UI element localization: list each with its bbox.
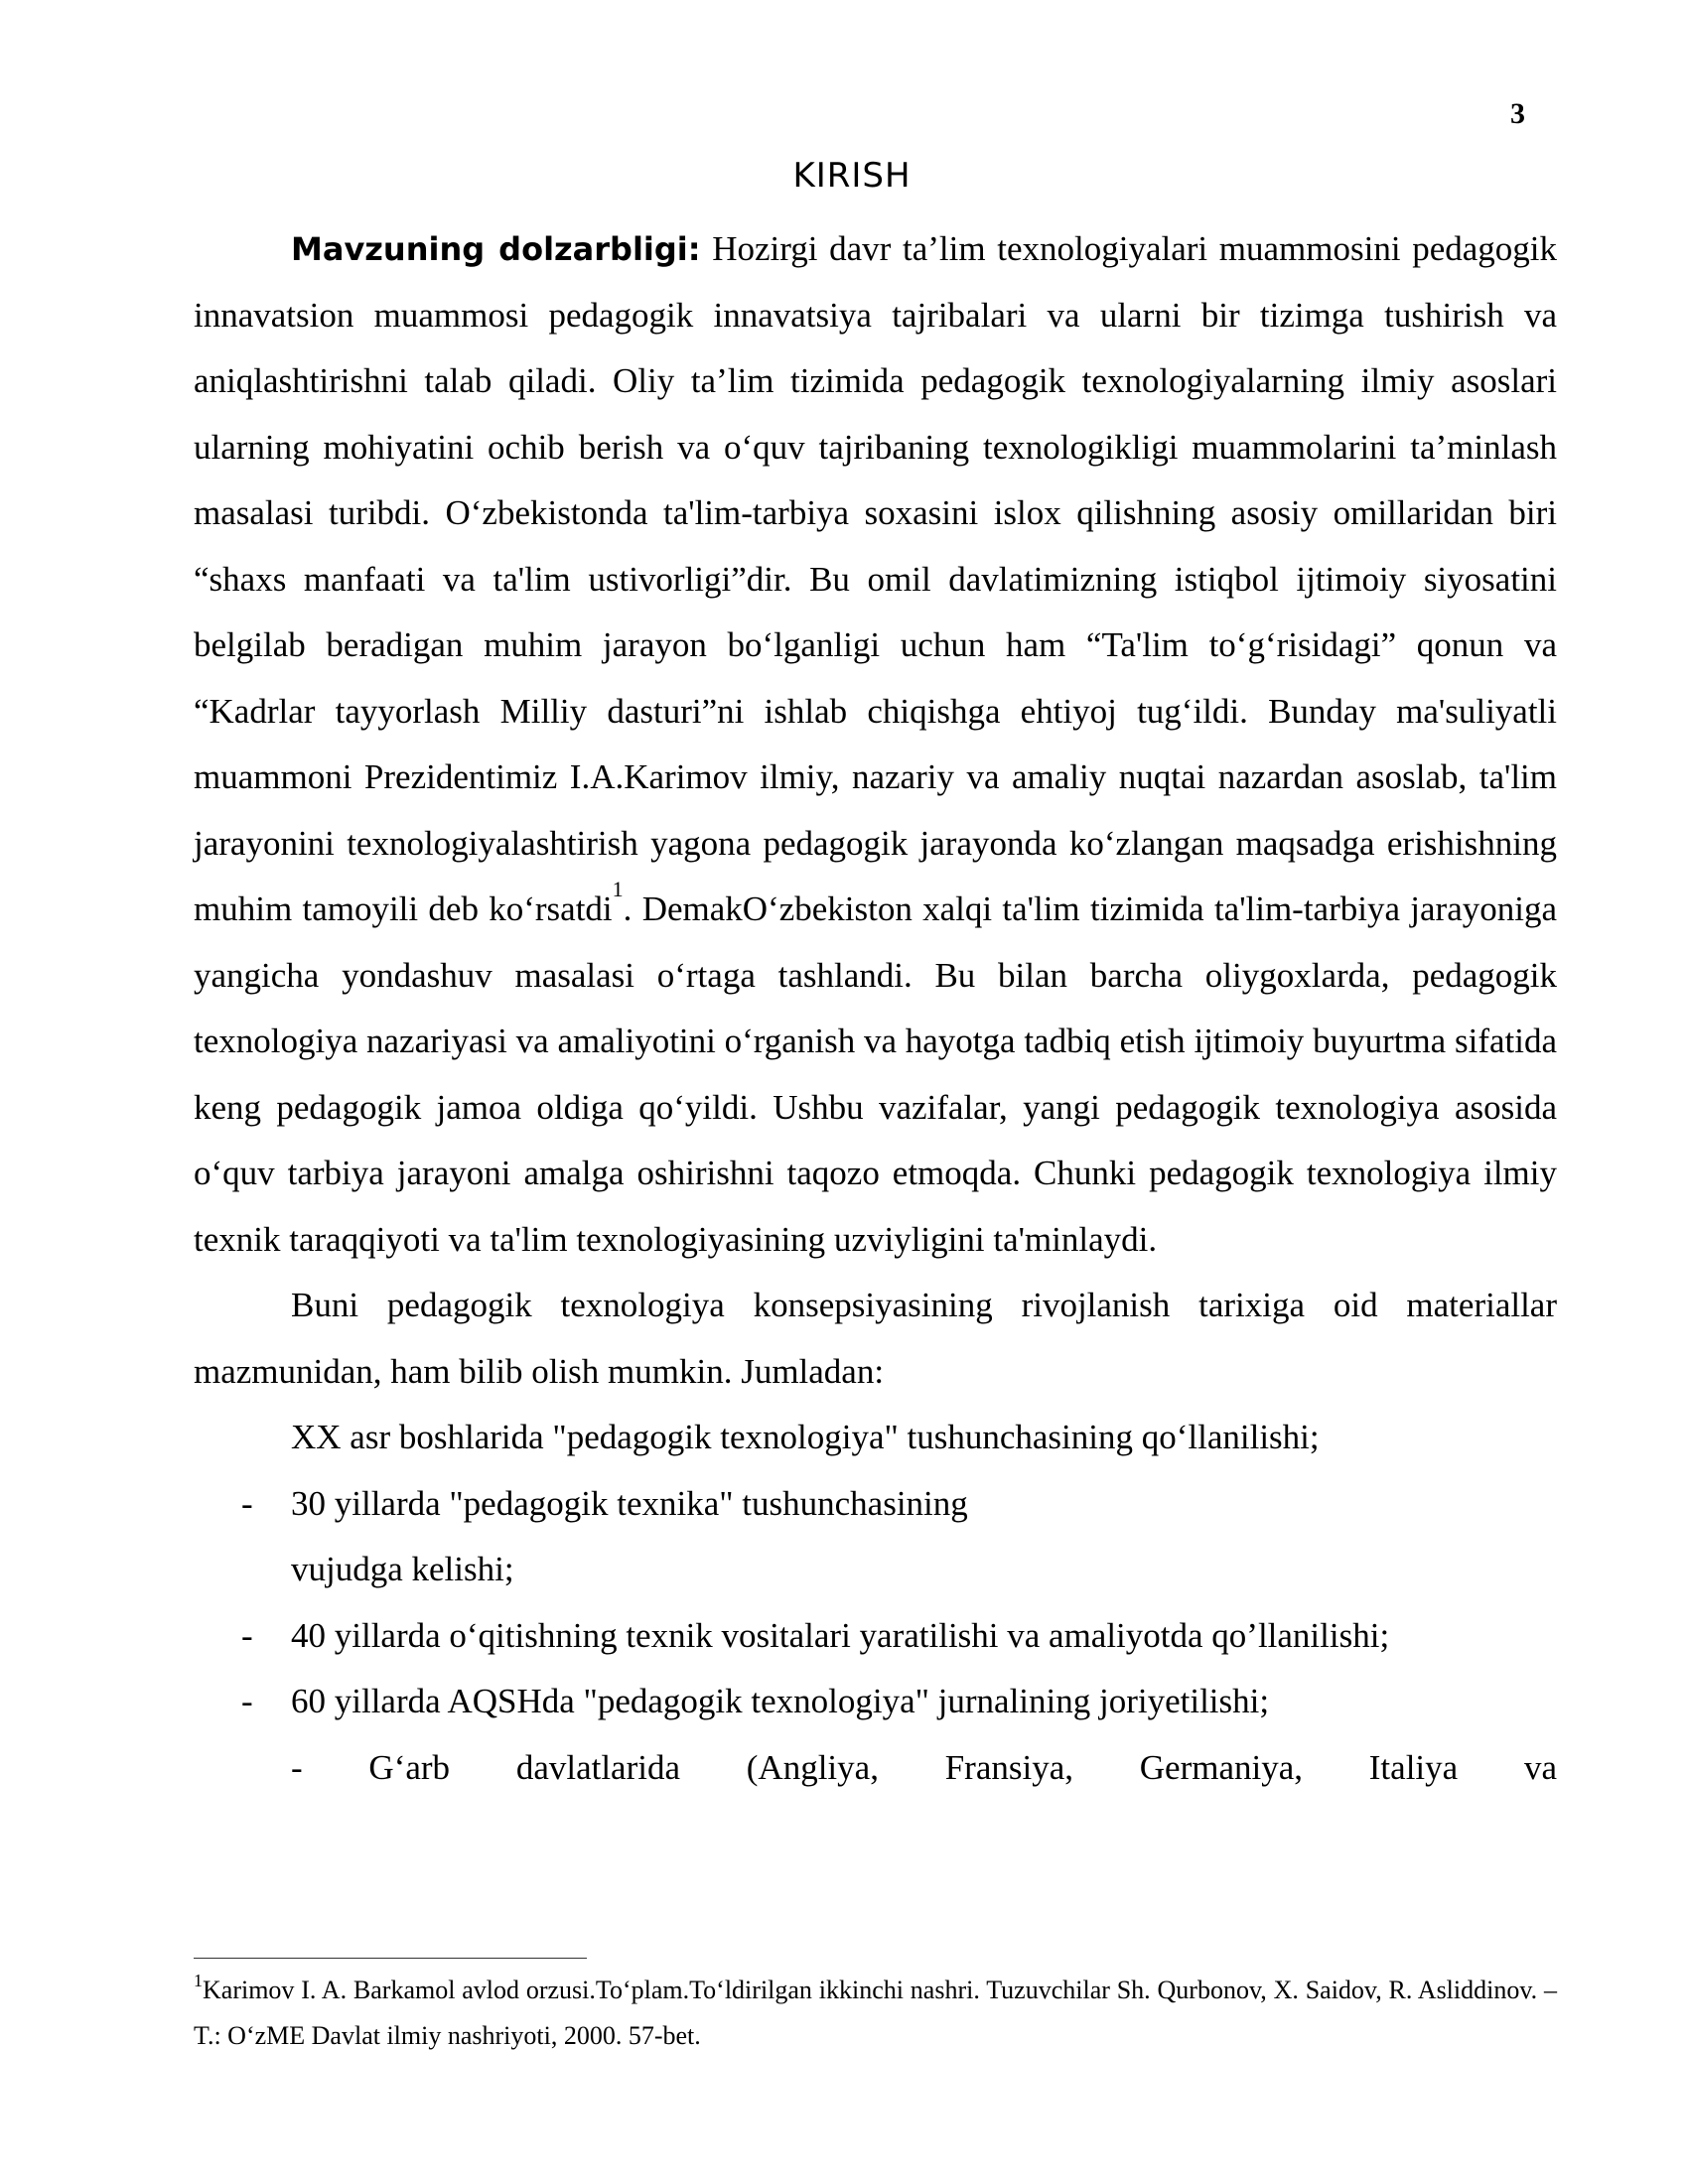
last-line-word: davlatlarida	[515, 1747, 681, 1787]
page-heading: KIRISH	[792, 156, 912, 196]
list-item-text: 40 yillarda o‘qitishning texnik vositalari yaratilishi va amaliyotda qo’llanilishi;	[291, 1615, 1390, 1655]
footnote-text: Karimov I. A. Barkamol avlod orzusi.To‘plam.To‘ldirilgan ikkinchi nashri. Tuzuvchilar Sh. Qurbonov, X. Saidov, R. Asliddinov. –T.: O‘zME Davlat ilmiy nashriyoti, 2000. 57-bet.	[194, 1976, 1557, 2050]
history-list-item	[194, 1669, 1557, 1735]
history-paragraph: Buni pedagogik texnologiya konsepsiyasining rivojlanish tarixiga oid materiallar mazmunidan, ham bilib olish mumkin. Jumladan:	[194, 1286, 1557, 1391]
footnote-mark: 1	[194, 1971, 203, 1990]
footnote-reference: 1	[612, 877, 624, 901]
last-line-word: Fransiya,	[944, 1747, 1074, 1787]
page-number: 3	[1510, 97, 1525, 130]
intro-paragraph	[194, 216, 1557, 1273]
list-item-text-wrap: 30 yillarda "pedagogik texnika" tushunchasining vujudga kelishi;	[291, 1483, 968, 1588]
history-list	[194, 1471, 1557, 1735]
list-dash: -	[241, 1682, 253, 1720]
page-body	[194, 216, 1557, 1801]
history-list-item	[194, 1603, 1557, 1670]
lead-phrase: Mavzuning dolzarbligi:	[291, 230, 701, 268]
last-line-word: G‘arb	[368, 1747, 451, 1787]
intro-text-part-2: . DemakO‘zbekiston xalqi ta'lim tizimida ta'lim-tarbiya jarayoniga yangicha yondashuv masalasi o‘rtaga tashlandi. Bu bilan barcha oliygoxlarda, pedagogik texnologiya nazariyasi va amaliyotini o‘rganish va hayotga tadbiq etish ijtimoiy buyurtma sifatida keng pedagogik jamoa oldiga qo‘yildi. Ushbu vazifalar, yangi pedagogik texnologiya asosida o‘quv tarbiya jarayoni amalga oshirishni taqozo etmoqda. Chunki pedagogik texnologiya ilmiy texnik taraqqiyoti va ta'lim texnologiyasining uzviyligini ta'minlaydi.	[194, 889, 1558, 1259]
list-dash: -	[241, 1615, 253, 1655]
history-first-item: XX asr boshlarida "pedagogik texnologiya" tushunchasining qo‘llanilishi;	[291, 1418, 1320, 1456]
history-list-item	[194, 1471, 1557, 1603]
list-dash: -	[241, 1483, 253, 1523]
footnote-separator	[194, 1958, 587, 1959]
last-line-word: va	[1523, 1747, 1557, 1787]
history-last-line	[194, 1735, 1557, 1802]
last-line-word: Germaniya,	[1139, 1747, 1304, 1787]
last-line-word: -	[291, 1747, 303, 1787]
intro-text-part-1: Hozirgi davr ta’lim texnologiyalari muammosini pedagogik innavatsion muammosi pedagogik innavatsiya tajribalari va ularni bir tizimga tushirish va aniqlashtirishni talab qiladi. Oliy ta’lim tizimida pedagogik texnologiyalarning ilmiy asoslari ularning mohiyatini ochib berish va o‘quv tajribaning texnologikligi muammolarini ta’minlash masalasi turibdi. O‘zbekistonda ta'lim-tarbiya soxasini islox qilishning asosiy omillaridan biri “shaxs manfaati va ta'lim ustivorligi”dir. Bu omil davlatimizning istiqbol ijtimoiy siyosatini belgilab beradigan muhim jarayon bo‘lganligi uchun ham “Ta'lim to‘g‘risidagi” qonun va “Kadrlar tayyorlash Milliy dasturi”ni ishlab chiqishga ehtiyoj tug‘ildi. Bunday ma'suliyatli muammoni Prezidentimiz I.A.Karimov ilmiy, nazariy va amaliy nuqtai nazardan asoslab, ta'lim jarayonini texnologiyalashtirish yagona pedagogik jarayonda ko‘zlangan maqsadga erishishning muhim tamoyili deb ko‘rsatdi	[194, 229, 1557, 928]
last-line-word: Italiya	[1368, 1747, 1459, 1787]
list-item-text	[291, 1471, 1557, 1603]
last-line-word: (Angliya,	[746, 1747, 879, 1787]
list-item-text: 60 yillarda AQSHda "pedagogik texnologiya" jurnalining joriyetilishi;	[291, 1682, 1270, 1720]
footnote	[194, 1968, 1557, 2059]
